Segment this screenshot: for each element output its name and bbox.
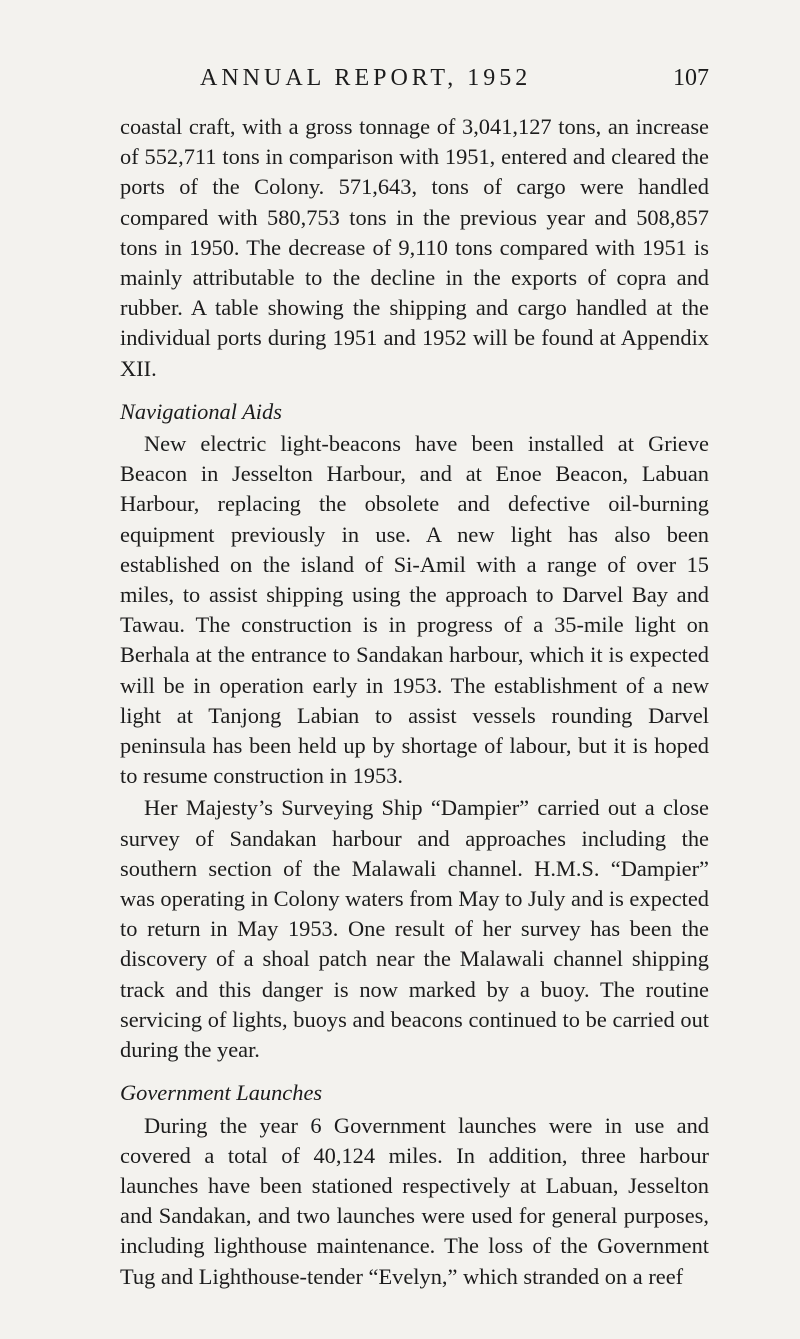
section-heading-government-launches: Government Launches bbox=[120, 1080, 323, 1106]
paragraph-government-launches-1: During the year 6 Government launches were in use and covered a total of 40,124 miles. In addition, three harbour launches have been stationed respectively at Labuan, Jesselton and Sandakan, and two launches were used for general purposes, including lighthouse maintenance. The loss of the Government Tug and Lighthouse-tender “Evelyn,” which stranded on a reef bbox=[120, 1112, 709, 1289]
running-title: ANNUAL REPORT, 1952 bbox=[200, 65, 532, 91]
page-number: 107 bbox=[673, 65, 709, 91]
body-text bbox=[120, 112, 709, 1292]
section-heading-navigational-aids: Navigational Aids bbox=[120, 398, 282, 424]
running-header bbox=[120, 60, 709, 96]
paragraph-navigational-aids-2: Her Majesty’s Surveying Ship “Dampier” carried out a close survey of Sandakan harbour and approaches including the southern section of the Malawali channel. H.M.S. “Dampier” was operating in Colony waters from May to July and is expected to return in May 1953. One result of her survey has been the discovery of a shoal patch near the Malawali channel shipping track and this danger is now marked by a buoy. The routine servicing of lights, buoys and beacons continued to be carried out during the year. bbox=[120, 795, 709, 1063]
paragraph-navigational-aids-1: New electric light-beacons have been installed at Grieve Beacon in Jesselton Harbour, and at Enoe Beacon, Labuan Harbour, replacing the obsolete and defective oil-burning equipment previously in use. A new light has also been established on the island of Si-Amil with a range of over 15 miles, to assist shipping using the approach to Darvel Bay and Tawau. The construction is in progress of a 35-mile light on Berhala at the entrance to Sandakan harbour, which it is expected will be in operation early in 1953. The establishment of a new light at Tanjong Labian to assist vessels rounding Darvel peninsula has been held up by shortage of labour, but it is hoped to resume construction in 1953. bbox=[120, 431, 709, 789]
paragraph-continuation: coastal craft, with a gross tonnage of 3,041,127 tons, an increase of 552,711 tons in comparison with 1951, entered and cleared the ports of the Colony. 571,643, tons of cargo were handled compared with 580,753 tons in the previous year and 508,857 tons in 1950. The decrease of 9,110 tons compared with 1951 is mainly attributable to the decline in the exports of copra and rubber. A table showing the shipping and cargo handled at the individual ports during 1951 and 1952 will be found at Appendix XII. bbox=[120, 114, 709, 381]
